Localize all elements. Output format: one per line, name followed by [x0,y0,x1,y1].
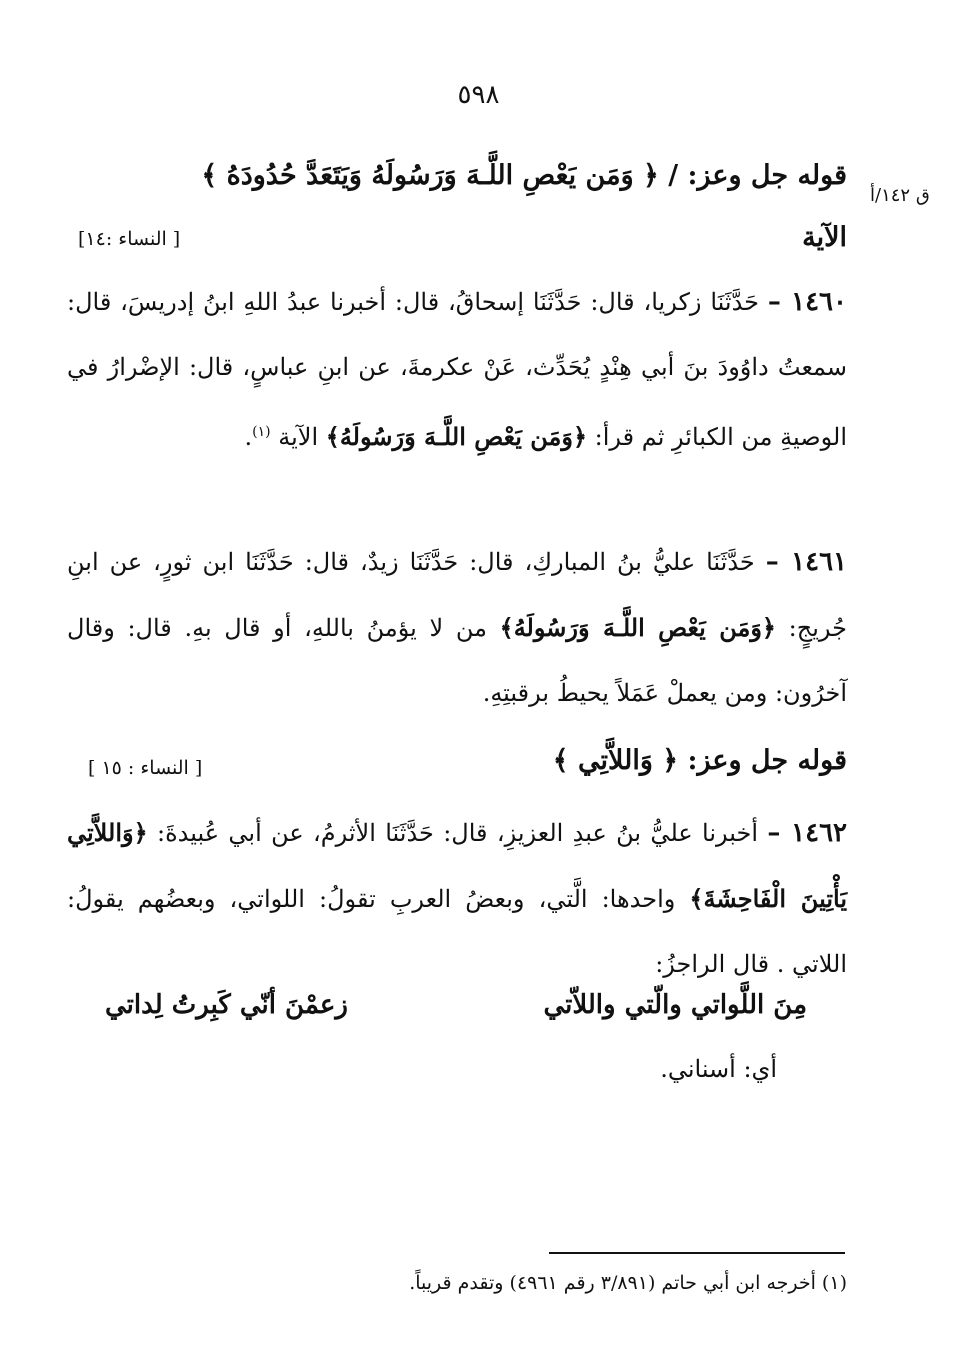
hadith-number: ١٤٦١ – [765,547,847,577]
explanation-line: أي: أسناني. [660,1055,777,1083]
quran-quote: ﴿وَمَن يَعْصِ اللَّـهَ وَرَسُولَهُ﴾ [499,613,776,642]
hadith-text: حَدَّثَنَا عليُّ بنُ المباركِ، قال: حَدَّثَنَا زيدٌ، قال: حَدَّثَنَا ابن ثورٍ، عن ابنِ جُريجٍ: [67,548,847,642]
poem-second-hemistich: زعمْنَ أنّي كَبِرتُ لِداتي [105,990,348,1020]
section-heading-1: قوله جل وعز: / ﴿ وَمَن يَعْصِ اللَّـهَ وَرَسُولَهُ وَيَتَعَدَّ حُدُودَهُ ﴾ [201,160,847,191]
hadith-text-continued: واحدها: الَّتي، وبعضُ العربِ تقولُ: اللواتي، وبعضُهم يقولُ: اللاتي . قال الراجزُ: [67,885,847,978]
hadith-1460 [67,270,847,470]
quran-quote: ﴿وَمَن يَعْصِ اللَّـهَ وَرَسُولَهُ﴾ [325,422,588,451]
hadith-1461 [67,530,847,726]
hadith-1462 [67,800,847,997]
quran-quote: ﴿وَاللاَّتِي يَأْتِينَ الْفَاحِشَةَ﴾ [67,818,847,913]
hadith-text: أخبرنا عليُّ بنُ عبدِ العزيزِ، قال: حَدَّثَنَا الأثرمُ، عن أبي عُبيدةَ: [156,819,759,847]
footnote: (١) أخرجه ابن أبي حاتم (٣/٨٩١ رقم ٤٩٦١) وتقدم قريباً. [409,1272,847,1294]
hadith-number: ١٤٦٢ – [767,818,847,848]
hadith-text-continued: من لا يؤمنُ باللهِ، أو قال بهِ. قال: وقال آخرُون: ومن يعملْ عَمَلاً يحيطُ برقبتِهِ. [67,614,847,707]
hadith-number: ١٤٦٠ – [767,287,847,317]
section-heading-1-continuation: الآية [802,222,847,253]
hadith-text: حَدَّثَنَا زكريا، قال: حَدَّثَنَا إسحاقُ، قال: أخبرنا عبدُ اللهِ ابنُ إدريسَ، قال: سمعتُ داوُودَ بنَ أبي هِنْدٍ يُحَدِّث، عَنْ عكرمةَ، عن ابنِ عباسٍ، قال: الإضْرارُ في الوصيةِ من الكبائرِ ثم قرأ: [67,288,847,451]
hadith-text-end: . [244,423,253,451]
manuscript-folio-reference: ق ١٤٢/أ [870,185,930,206]
footnote-marker: (١) [252,424,271,440]
section-heading-2: قوله جل وعز: ﴿ وَاللاَّتِي ﴾ [552,745,847,776]
verse-reference-2: [ النساء : ١٥ ] [88,757,203,779]
poem-first-hemistich: مِنَ اللَّواتي والّتي واللاّتي [543,990,807,1020]
page-number: ٥٩٨ [457,80,500,110]
verse-reference-1: [ النساء :١٤] [78,228,181,250]
hadith-text-continued: الآية [278,423,319,451]
footnote-separator [549,1252,845,1254]
